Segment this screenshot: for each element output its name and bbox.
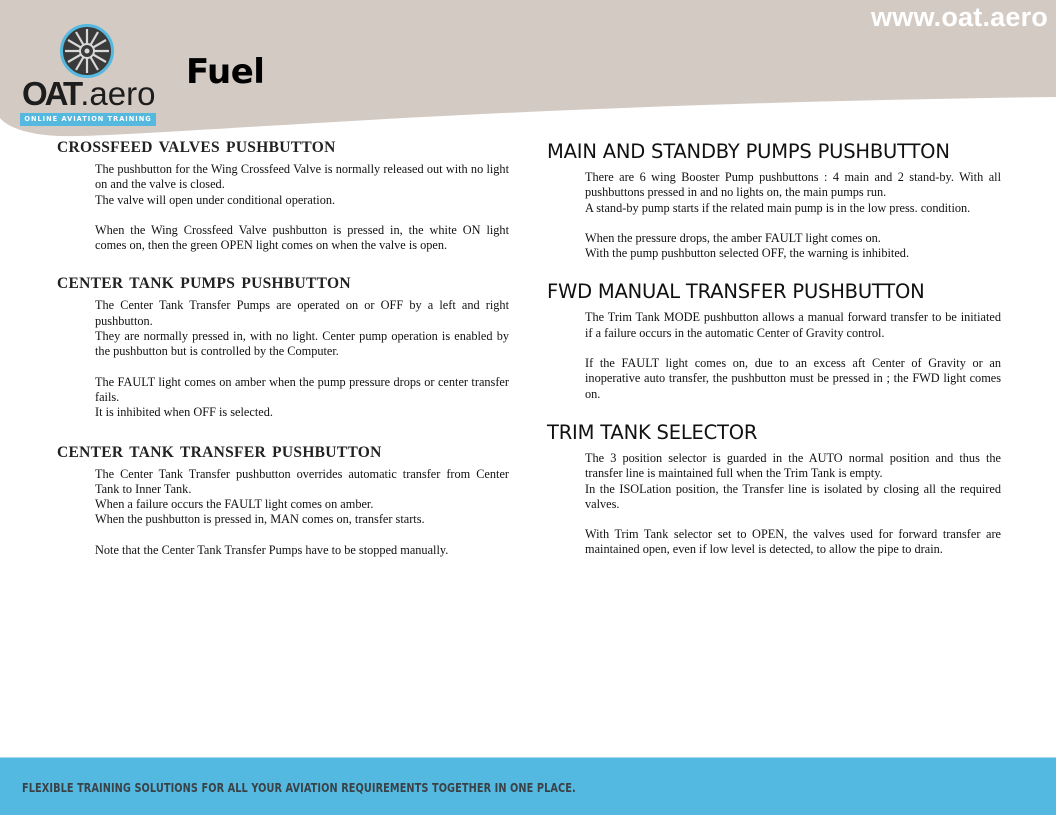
paragraph-gap	[585, 512, 1001, 527]
paragraph: The pushbutton for the Wing Crossfeed Valve is normally released out with no light on and the valve is closed.	[95, 162, 509, 192]
paragraph: If the FAULT light comes on, due to an excess aft Center of Gravity or an inoperative auto transfer, the pushbutton must be pressed in ; the FWD light comes on.	[585, 356, 1001, 401]
logo-tagline: ONLINE AVIATION TRAINING	[20, 113, 156, 126]
section-center-tank-transfer	[57, 443, 509, 558]
section-body	[95, 298, 509, 420]
section-heading: MAIN AND STANDBY PUMPS PUSHBUTTON	[547, 140, 950, 163]
section-body	[95, 162, 509, 253]
paragraph: When the pushbutton is pressed in, MAN comes on, transfer starts.	[95, 512, 425, 527]
section-main-standby-pumps	[547, 139, 1001, 261]
paragraph: In the ISOLation position, the Transfer line is isolated by closing all the required valves.	[585, 481, 1001, 511]
paragraph-gap	[95, 208, 509, 223]
section-trim-tank-selector	[547, 420, 1001, 558]
section-crossfeed-valves	[57, 138, 509, 253]
turbofan-icon	[60, 24, 114, 78]
paragraph: The 3 position selector is guarded in the AUTO normal position and thus the transfer line is maintained full when the Trim Tank is empty.	[585, 450, 1001, 481]
logo-word-bold: OAT	[22, 75, 81, 112]
paragraph: The valve will open under conditional operation.	[95, 192, 336, 207]
paragraph-gap	[585, 216, 1001, 231]
section-body	[585, 170, 1001, 261]
site-url[interactable]: www.oat.aero	[871, 2, 1048, 32]
section-fwd-manual-transfer	[547, 279, 1001, 401]
section-body	[585, 310, 1001, 401]
left-column	[57, 138, 509, 558]
section-body	[585, 451, 1001, 558]
paragraph: The Trim Tank MODE pushbutton allows a manual forward transfer to be initiated if a failure occurs in the automatic Center of Gravity control.	[585, 310, 1001, 340]
paragraph-gap	[585, 341, 1001, 356]
paragraph: When the pressure drops, the amber FAULT light comes on.	[585, 230, 881, 245]
section-heading: CENTER TANK TRANSFER PUSHBUTTON	[57, 443, 382, 461]
footer-slogan: FLEXIBLE TRAINING SOLUTIONS FOR ALL YOUR AVIATION REQUIREMENTS TOGETHER IN ONE PLACE.	[22, 780, 576, 795]
section-heading: FWD MANUAL TRANSFER PUSHBUTTON	[547, 280, 925, 304]
paragraph: With Trim Tank selector set to OPEN, the valves used for forward transfer are maintained open, even if low level is detected, to allow the pipe to drain.	[585, 527, 1001, 557]
paragraph: Note that the Center Tank Transfer Pumps have to be stopped manually.	[95, 542, 449, 557]
paragraph: The Center Tank Transfer pushbutton overrides automatic transfer from Center Tank to Inner Tank.	[95, 466, 509, 496]
section-heading: CENTER TANK PUMPS PUSHBUTTON	[57, 275, 351, 293]
section-heading: TRIM TANK SELECTOR	[547, 420, 758, 444]
section-body	[95, 467, 509, 558]
paragraph: The FAULT light comes on amber when the pump pressure drops or center transfer fails.	[95, 374, 509, 404]
logo-word-light: .aero	[80, 75, 156, 112]
section-center-tank-pumps	[57, 274, 509, 420]
paragraph-gap	[95, 360, 509, 375]
paragraph: When a failure occurs the FAULT light comes on amber.	[95, 497, 374, 512]
paragraph: The Center Tank Transfer Pumps are operated on or OFF by a left and right pushbutton.	[95, 298, 509, 328]
footer-band	[0, 757, 1056, 815]
paragraph: A stand-by pump starts if the related main pump is in the low press. condition.	[585, 200, 971, 215]
paragraph: With the pump pushbutton selected OFF, the warning is inhibited.	[585, 246, 910, 261]
paragraph: It is inhibited when OFF is selected.	[95, 405, 273, 420]
logo-wordmark	[22, 76, 155, 112]
section-heading: CROSSFEED VALVES PUSHBUTTON	[57, 139, 336, 156]
paragraph: When the Wing Crossfeed Valve pushbutton is pressed in, the white ON light comes on, then the green OPEN light comes on when the valve is open.	[95, 222, 509, 253]
oat-logo	[20, 24, 160, 128]
right-column	[547, 139, 1001, 558]
paragraph-gap	[95, 528, 509, 543]
page-title: Fuel	[186, 52, 265, 92]
paragraph: They are normally pressed in, with no light. Center pump operation is enabled by the pushbutton but is controlled by the Computer.	[95, 329, 509, 359]
paragraph: There are 6 wing Booster Pump pushbuttons : 4 main and 2 stand-by. With all pushbuttons pressed in and no lights on, the main pumps run.	[585, 170, 1001, 200]
